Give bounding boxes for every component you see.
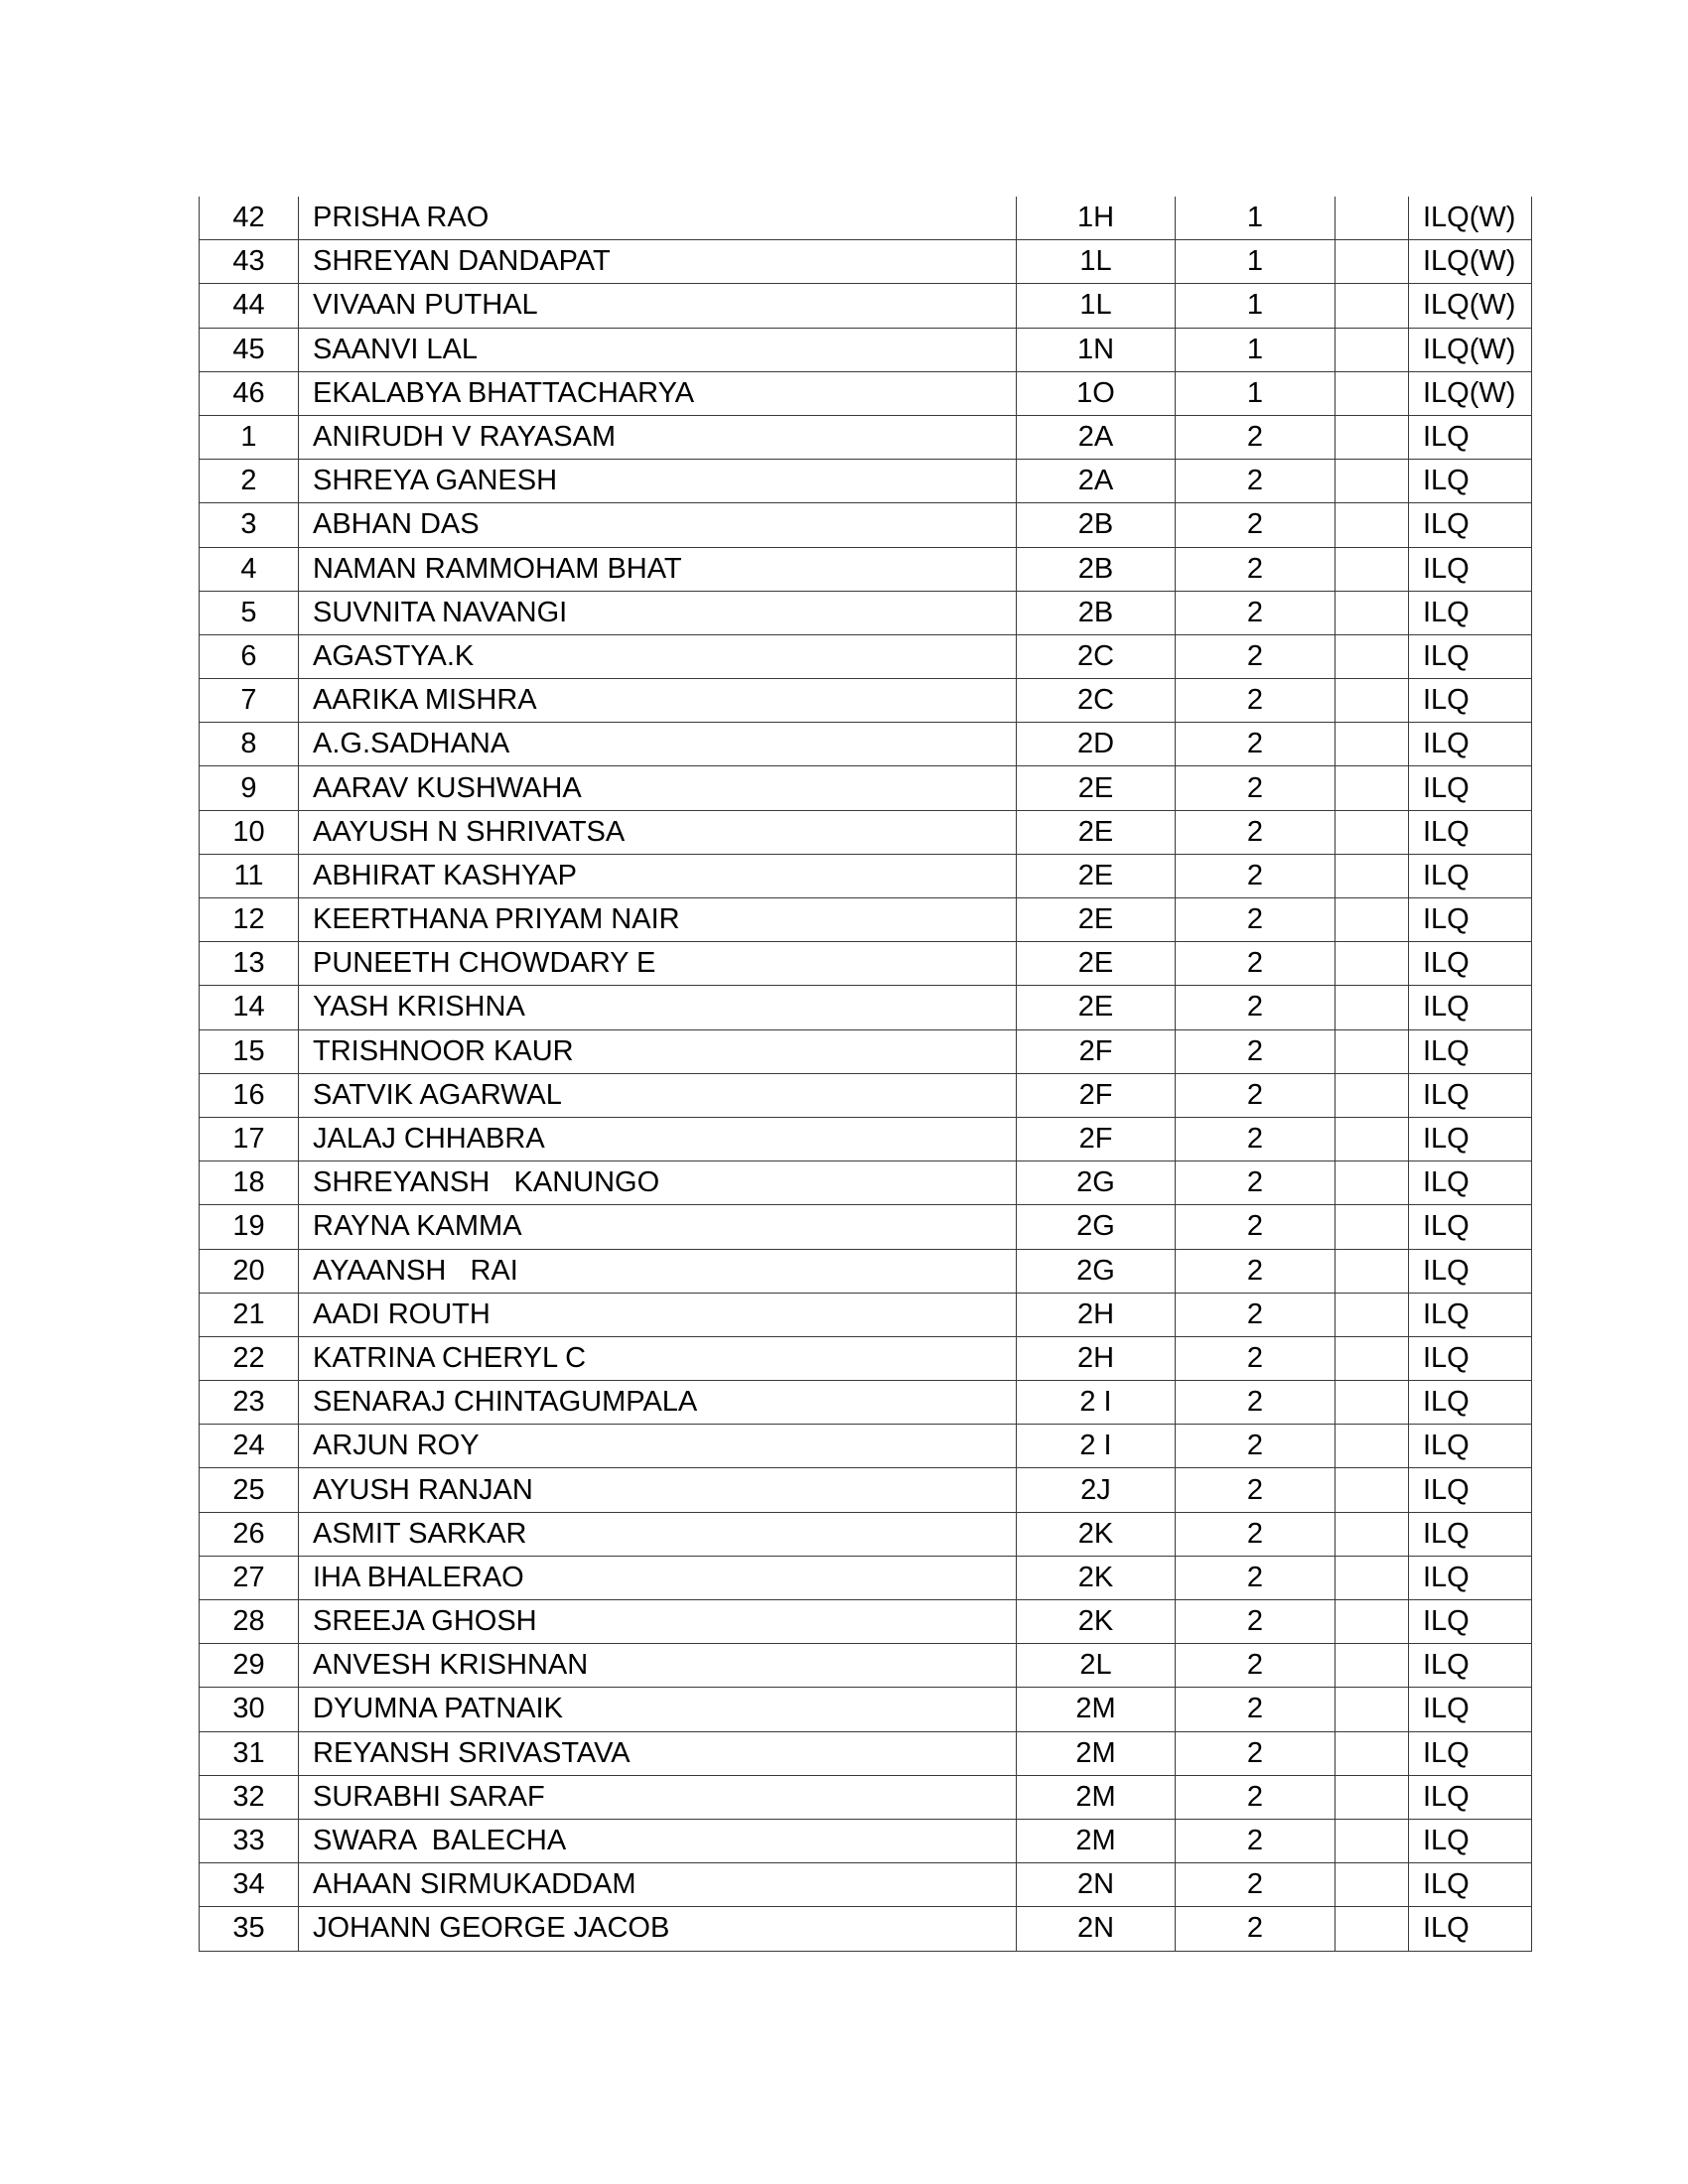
grade-cell: 1	[1176, 328, 1336, 371]
student-list-table	[199, 197, 1532, 1952]
serial-number-cell: 11	[200, 854, 299, 897]
serial-number-cell: 35	[200, 1907, 299, 1951]
table-row	[200, 1117, 1532, 1160]
empty-cell	[1336, 1205, 1409, 1249]
student-name-cell: ABHAN DAS	[299, 503, 1017, 547]
empty-cell	[1336, 197, 1409, 240]
grade-cell: 2	[1176, 634, 1336, 678]
empty-cell	[1336, 460, 1409, 503]
class-section-cell: 1L	[1017, 240, 1176, 284]
student-name-cell: A.G.SADHANA	[299, 723, 1017, 766]
grade-cell: 2	[1176, 1205, 1336, 1249]
student-name-cell: SWARA BALECHA	[299, 1819, 1017, 1862]
serial-number-cell: 14	[200, 986, 299, 1029]
grade-cell: 2	[1176, 1863, 1336, 1907]
student-name-cell: PRISHA RAO	[299, 197, 1017, 240]
category-cell: ILQ	[1409, 766, 1532, 810]
class-section-cell: 2L	[1017, 1644, 1176, 1688]
category-cell: ILQ	[1409, 1600, 1532, 1644]
student-name-cell: AAYUSH N SHRIVATSA	[299, 810, 1017, 854]
serial-number-cell: 45	[200, 328, 299, 371]
empty-cell	[1336, 1819, 1409, 1862]
empty-cell	[1336, 634, 1409, 678]
category-cell: ILQ(W)	[1409, 240, 1532, 284]
table-row	[200, 328, 1532, 371]
empty-cell	[1336, 1600, 1409, 1644]
table-row	[200, 986, 1532, 1029]
grade-cell: 2	[1176, 1775, 1336, 1819]
serial-number-cell: 32	[200, 1775, 299, 1819]
empty-cell	[1336, 1029, 1409, 1073]
category-cell: ILQ	[1409, 898, 1532, 942]
table-row	[200, 1644, 1532, 1688]
serial-number-cell: 5	[200, 591, 299, 634]
table-row	[200, 1425, 1532, 1468]
empty-cell	[1336, 1512, 1409, 1556]
student-name-cell: AARIKA MISHRA	[299, 679, 1017, 723]
category-cell: ILQ	[1409, 1029, 1532, 1073]
student-name-cell: PUNEETH CHOWDARY E	[299, 942, 1017, 986]
empty-cell	[1336, 1073, 1409, 1117]
category-cell: ILQ	[1409, 1907, 1532, 1951]
class-section-cell: 2E	[1017, 986, 1176, 1029]
grade-cell: 1	[1176, 240, 1336, 284]
category-cell: ILQ	[1409, 723, 1532, 766]
table-row	[200, 415, 1532, 459]
empty-cell	[1336, 810, 1409, 854]
student-name-cell: SHREYA GANESH	[299, 460, 1017, 503]
category-cell: ILQ	[1409, 1336, 1532, 1380]
student-name-cell: SENARAJ CHINTAGUMPALA	[299, 1381, 1017, 1425]
grade-cell: 2	[1176, 1117, 1336, 1160]
empty-cell	[1336, 547, 1409, 591]
student-name-cell: TRISHNOOR KAUR	[299, 1029, 1017, 1073]
student-name-cell: ABHIRAT KASHYAP	[299, 854, 1017, 897]
class-section-cell: 1N	[1017, 328, 1176, 371]
serial-number-cell: 12	[200, 898, 299, 942]
class-section-cell: 2F	[1017, 1117, 1176, 1160]
table-row	[200, 1161, 1532, 1205]
serial-number-cell: 17	[200, 1117, 299, 1160]
serial-number-cell: 7	[200, 679, 299, 723]
student-name-cell: ARJUN ROY	[299, 1425, 1017, 1468]
table-row	[200, 1775, 1532, 1819]
class-section-cell: 2J	[1017, 1468, 1176, 1512]
student-name-cell: AYUSH RANJAN	[299, 1468, 1017, 1512]
category-cell: ILQ	[1409, 1688, 1532, 1731]
table-row	[200, 810, 1532, 854]
serial-number-cell: 16	[200, 1073, 299, 1117]
grade-cell: 1	[1176, 371, 1336, 415]
serial-number-cell: 9	[200, 766, 299, 810]
serial-number-cell: 6	[200, 634, 299, 678]
empty-cell	[1336, 284, 1409, 328]
class-section-cell: 2F	[1017, 1029, 1176, 1073]
grade-cell: 2	[1176, 460, 1336, 503]
grade-cell: 2	[1176, 1249, 1336, 1293]
serial-number-cell: 24	[200, 1425, 299, 1468]
empty-cell	[1336, 854, 1409, 897]
class-section-cell: 2M	[1017, 1731, 1176, 1775]
table-row	[200, 766, 1532, 810]
serial-number-cell: 20	[200, 1249, 299, 1293]
table-row	[200, 1381, 1532, 1425]
empty-cell	[1336, 1907, 1409, 1951]
empty-cell	[1336, 766, 1409, 810]
serial-number-cell: 28	[200, 1600, 299, 1644]
class-section-cell: 2 I	[1017, 1425, 1176, 1468]
empty-cell	[1336, 1425, 1409, 1468]
table-row	[200, 460, 1532, 503]
class-section-cell: 2C	[1017, 679, 1176, 723]
grade-cell: 2	[1176, 1073, 1336, 1117]
category-cell: ILQ	[1409, 942, 1532, 986]
student-name-cell: JOHANN GEORGE JACOB	[299, 1907, 1017, 1951]
class-section-cell: 2N	[1017, 1907, 1176, 1951]
empty-cell	[1336, 1863, 1409, 1907]
serial-number-cell: 10	[200, 810, 299, 854]
class-section-cell: 2E	[1017, 854, 1176, 897]
table-row	[200, 1556, 1532, 1599]
grade-cell: 1	[1176, 197, 1336, 240]
table-row	[200, 1205, 1532, 1249]
grade-cell: 2	[1176, 1556, 1336, 1599]
empty-cell	[1336, 371, 1409, 415]
category-cell: ILQ	[1409, 986, 1532, 1029]
student-name-cell: DYUMNA PATNAIK	[299, 1688, 1017, 1731]
category-cell: ILQ	[1409, 1425, 1532, 1468]
table-row	[200, 1600, 1532, 1644]
grade-cell: 2	[1176, 1600, 1336, 1644]
serial-number-cell: 46	[200, 371, 299, 415]
grade-cell: 2	[1176, 1381, 1336, 1425]
category-cell: ILQ(W)	[1409, 197, 1532, 240]
student-name-cell: JALAJ CHHABRA	[299, 1117, 1017, 1160]
empty-cell	[1336, 1556, 1409, 1599]
serial-number-cell: 21	[200, 1293, 299, 1336]
empty-cell	[1336, 942, 1409, 986]
table-row	[200, 591, 1532, 634]
class-section-cell: 2H	[1017, 1336, 1176, 1380]
grade-cell: 2	[1176, 723, 1336, 766]
serial-number-cell: 4	[200, 547, 299, 591]
category-cell: ILQ	[1409, 854, 1532, 897]
grade-cell: 2	[1176, 1293, 1336, 1336]
class-section-cell: 2E	[1017, 766, 1176, 810]
serial-number-cell: 43	[200, 240, 299, 284]
student-name-cell: NAMAN RAMMOHAM BHAT	[299, 547, 1017, 591]
table-row	[200, 1029, 1532, 1073]
empty-cell	[1336, 1249, 1409, 1293]
table-row	[200, 1073, 1532, 1117]
category-cell: ILQ	[1409, 1117, 1532, 1160]
category-cell: ILQ	[1409, 1381, 1532, 1425]
class-section-cell: 2G	[1017, 1161, 1176, 1205]
student-name-cell: EKALABYA BHATTACHARYA	[299, 371, 1017, 415]
table-row	[200, 1907, 1532, 1951]
empty-cell	[1336, 503, 1409, 547]
student-name-cell: SREEJA GHOSH	[299, 1600, 1017, 1644]
class-section-cell: 2C	[1017, 634, 1176, 678]
category-cell: ILQ	[1409, 1512, 1532, 1556]
category-cell: ILQ	[1409, 1293, 1532, 1336]
serial-number-cell: 19	[200, 1205, 299, 1249]
category-cell: ILQ	[1409, 1161, 1532, 1205]
class-section-cell: 2M	[1017, 1775, 1176, 1819]
student-name-cell: ANIRUDH V RAYASAM	[299, 415, 1017, 459]
class-section-cell: 2N	[1017, 1863, 1176, 1907]
student-name-cell: AGASTYA.K	[299, 634, 1017, 678]
empty-cell	[1336, 1117, 1409, 1160]
category-cell: ILQ	[1409, 1205, 1532, 1249]
grade-cell: 2	[1176, 591, 1336, 634]
class-section-cell: 2D	[1017, 723, 1176, 766]
table-row	[200, 1819, 1532, 1862]
table-row	[200, 1731, 1532, 1775]
class-section-cell: 2F	[1017, 1073, 1176, 1117]
serial-number-cell: 2	[200, 460, 299, 503]
class-section-cell: 2A	[1017, 415, 1176, 459]
serial-number-cell: 3	[200, 503, 299, 547]
class-section-cell: 1L	[1017, 284, 1176, 328]
category-cell: ILQ	[1409, 634, 1532, 678]
class-section-cell: 2 I	[1017, 1381, 1176, 1425]
student-name-cell: AYAANSH RAI	[299, 1249, 1017, 1293]
empty-cell	[1336, 1336, 1409, 1380]
student-name-cell: YASH KRISHNA	[299, 986, 1017, 1029]
student-name-cell: KATRINA CHERYL C	[299, 1336, 1017, 1380]
serial-number-cell: 15	[200, 1029, 299, 1073]
empty-cell	[1336, 723, 1409, 766]
grade-cell: 2	[1176, 547, 1336, 591]
table-row	[200, 1293, 1532, 1336]
class-section-cell: 2E	[1017, 942, 1176, 986]
category-cell: ILQ(W)	[1409, 328, 1532, 371]
grade-cell: 2	[1176, 503, 1336, 547]
class-section-cell: 2G	[1017, 1205, 1176, 1249]
table-row	[200, 679, 1532, 723]
grade-cell: 2	[1176, 1644, 1336, 1688]
empty-cell	[1336, 591, 1409, 634]
table-row	[200, 284, 1532, 328]
student-list-body	[200, 197, 1532, 1951]
grade-cell: 2	[1176, 1819, 1336, 1862]
grade-cell: 2	[1176, 1468, 1336, 1512]
serial-number-cell: 13	[200, 942, 299, 986]
table-row	[200, 634, 1532, 678]
category-cell: ILQ	[1409, 1644, 1532, 1688]
grade-cell: 2	[1176, 986, 1336, 1029]
serial-number-cell: 31	[200, 1731, 299, 1775]
student-name-cell: SATVIK AGARWAL	[299, 1073, 1017, 1117]
serial-number-cell: 8	[200, 723, 299, 766]
serial-number-cell: 30	[200, 1688, 299, 1731]
class-section-cell: 2B	[1017, 547, 1176, 591]
class-section-cell: 2B	[1017, 503, 1176, 547]
class-section-cell: 2H	[1017, 1293, 1176, 1336]
category-cell: ILQ	[1409, 503, 1532, 547]
student-name-cell: SHREYAN DANDAPAT	[299, 240, 1017, 284]
grade-cell: 2	[1176, 1029, 1336, 1073]
category-cell: ILQ	[1409, 1731, 1532, 1775]
empty-cell	[1336, 1381, 1409, 1425]
empty-cell	[1336, 240, 1409, 284]
table-row	[200, 942, 1532, 986]
category-cell: ILQ	[1409, 460, 1532, 503]
serial-number-cell: 29	[200, 1644, 299, 1688]
serial-number-cell: 25	[200, 1468, 299, 1512]
student-name-cell: SHREYANSH KANUNGO	[299, 1161, 1017, 1205]
serial-number-cell: 42	[200, 197, 299, 240]
class-section-cell: 1O	[1017, 371, 1176, 415]
class-section-cell: 2K	[1017, 1600, 1176, 1644]
student-name-cell: ANVESH KRISHNAN	[299, 1644, 1017, 1688]
grade-cell: 2	[1176, 1336, 1336, 1380]
grade-cell: 2	[1176, 1512, 1336, 1556]
grade-cell: 2	[1176, 854, 1336, 897]
table-row	[200, 1688, 1532, 1731]
student-name-cell: RAYNA KAMMA	[299, 1205, 1017, 1249]
student-name-cell: SURABHI SARAF	[299, 1775, 1017, 1819]
empty-cell	[1336, 986, 1409, 1029]
grade-cell: 1	[1176, 284, 1336, 328]
category-cell: ILQ	[1409, 1073, 1532, 1117]
class-section-cell: 2K	[1017, 1556, 1176, 1599]
category-cell: ILQ	[1409, 1468, 1532, 1512]
category-cell: ILQ(W)	[1409, 371, 1532, 415]
table-row	[200, 723, 1532, 766]
empty-cell	[1336, 1731, 1409, 1775]
student-name-cell: AHAAN SIRMUKADDAM	[299, 1863, 1017, 1907]
category-cell: ILQ	[1409, 1775, 1532, 1819]
class-section-cell: 2G	[1017, 1249, 1176, 1293]
student-name-cell: AADI ROUTH	[299, 1293, 1017, 1336]
category-cell: ILQ	[1409, 1556, 1532, 1599]
student-name-cell: AARAV KUSHWAHA	[299, 766, 1017, 810]
category-cell: ILQ	[1409, 810, 1532, 854]
table-row	[200, 240, 1532, 284]
serial-number-cell: 22	[200, 1336, 299, 1380]
student-name-cell: VIVAAN PUTHAL	[299, 284, 1017, 328]
serial-number-cell: 23	[200, 1381, 299, 1425]
category-cell: ILQ(W)	[1409, 284, 1532, 328]
serial-number-cell: 26	[200, 1512, 299, 1556]
student-name-cell: SAANVI LAL	[299, 328, 1017, 371]
table-row	[200, 371, 1532, 415]
grade-cell: 2	[1176, 679, 1336, 723]
category-cell: ILQ	[1409, 1249, 1532, 1293]
table-row	[200, 503, 1532, 547]
student-name-cell: IHA BHALERAO	[299, 1556, 1017, 1599]
grade-cell: 2	[1176, 766, 1336, 810]
empty-cell	[1336, 1644, 1409, 1688]
student-name-cell: ASMIT SARKAR	[299, 1512, 1017, 1556]
class-section-cell: 2A	[1017, 460, 1176, 503]
table-row	[200, 197, 1532, 240]
serial-number-cell: 27	[200, 1556, 299, 1599]
empty-cell	[1336, 1293, 1409, 1336]
category-cell: ILQ	[1409, 1819, 1532, 1862]
table-row	[200, 1249, 1532, 1293]
empty-cell	[1336, 898, 1409, 942]
table-row	[200, 1863, 1532, 1907]
category-cell: ILQ	[1409, 679, 1532, 723]
grade-cell: 2	[1176, 1907, 1336, 1951]
table-row	[200, 1336, 1532, 1380]
empty-cell	[1336, 679, 1409, 723]
grade-cell: 2	[1176, 1161, 1336, 1205]
category-cell: ILQ	[1409, 415, 1532, 459]
table-row	[200, 547, 1532, 591]
serial-number-cell: 34	[200, 1863, 299, 1907]
student-name-cell: SUVNITA NAVANGI	[299, 591, 1017, 634]
empty-cell	[1336, 1688, 1409, 1731]
empty-cell	[1336, 1161, 1409, 1205]
class-section-cell: 2M	[1017, 1819, 1176, 1862]
class-section-cell: 2E	[1017, 810, 1176, 854]
class-section-cell: 1H	[1017, 197, 1176, 240]
student-name-cell: REYANSH SRIVASTAVA	[299, 1731, 1017, 1775]
grade-cell: 2	[1176, 1688, 1336, 1731]
category-cell: ILQ	[1409, 1863, 1532, 1907]
serial-number-cell: 44	[200, 284, 299, 328]
class-section-cell: 2B	[1017, 591, 1176, 634]
serial-number-cell: 1	[200, 415, 299, 459]
serial-number-cell: 33	[200, 1819, 299, 1862]
grade-cell: 2	[1176, 810, 1336, 854]
table-row	[200, 854, 1532, 897]
table-row	[200, 1512, 1532, 1556]
class-section-cell: 2K	[1017, 1512, 1176, 1556]
student-name-cell: KEERTHANA PRIYAM NAIR	[299, 898, 1017, 942]
grade-cell: 2	[1176, 415, 1336, 459]
empty-cell	[1336, 328, 1409, 371]
grade-cell: 2	[1176, 898, 1336, 942]
empty-cell	[1336, 1468, 1409, 1512]
category-cell: ILQ	[1409, 547, 1532, 591]
class-section-cell: 2E	[1017, 898, 1176, 942]
empty-cell	[1336, 1775, 1409, 1819]
grade-cell: 2	[1176, 942, 1336, 986]
table-row	[200, 898, 1532, 942]
grade-cell: 2	[1176, 1425, 1336, 1468]
grade-cell: 2	[1176, 1731, 1336, 1775]
category-cell: ILQ	[1409, 591, 1532, 634]
class-section-cell: 2M	[1017, 1688, 1176, 1731]
empty-cell	[1336, 415, 1409, 459]
table-row	[200, 1468, 1532, 1512]
serial-number-cell: 18	[200, 1161, 299, 1205]
